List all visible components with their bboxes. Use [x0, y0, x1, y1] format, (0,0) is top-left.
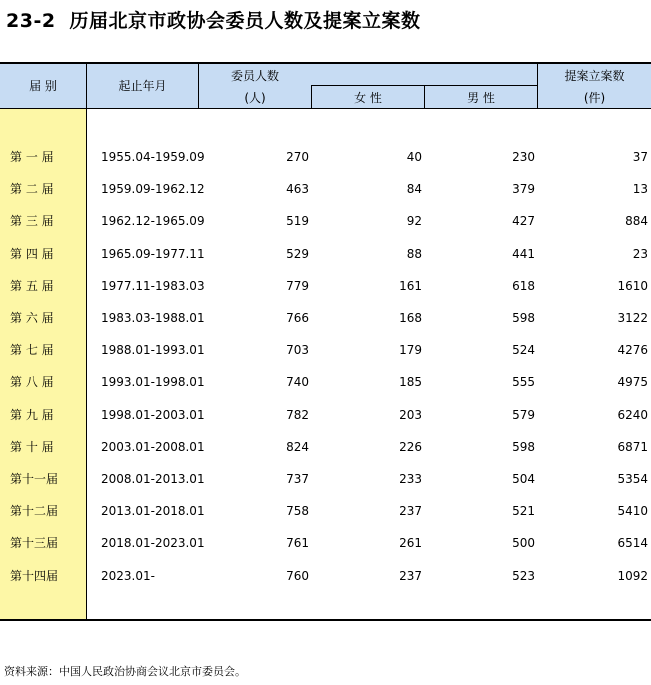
period-cell: 1959.09-1962.12 — [101, 182, 205, 196]
total-cell: 782 — [286, 408, 309, 422]
total-cell: 519 — [286, 214, 309, 228]
period-cell: 2008.01-2013.01 — [101, 472, 205, 486]
male-cell: 521 — [512, 504, 535, 518]
session-cell: 第 十 届 — [10, 440, 54, 454]
session-cell: 第 八 届 — [10, 375, 54, 389]
proposals-cell: 4276 — [617, 343, 648, 357]
female-cell: 233 — [399, 472, 422, 486]
page-title — [6, 6, 421, 33]
male-cell: 441 — [512, 247, 535, 261]
total-cell: 766 — [286, 311, 309, 325]
female-cell: 237 — [399, 504, 422, 518]
header-proposals-unit: (件) — [583, 91, 606, 105]
proposals-cell: 5410 — [617, 504, 648, 518]
total-cell: 270 — [286, 150, 309, 164]
proposals-cell: 4975 — [617, 375, 648, 389]
proposals-cell: 6871 — [617, 440, 648, 454]
female-cell: 261 — [399, 536, 422, 550]
period-cell: 2013.01-2018.01 — [101, 504, 205, 518]
period-cell: 1955.04-1959.09 — [101, 150, 205, 164]
session-cell: 第 五 届 — [10, 279, 54, 293]
female-cell: 226 — [399, 440, 422, 454]
female-cell: 88 — [406, 247, 422, 261]
female-cell: 185 — [399, 375, 422, 389]
column-divider-session — [86, 64, 87, 619]
period-cell: 1983.03-1988.01 — [101, 311, 205, 325]
male-cell: 230 — [512, 150, 535, 164]
female-cell: 161 — [399, 279, 422, 293]
header-members-unit: (人) — [244, 91, 266, 105]
male-cell: 598 — [512, 311, 535, 325]
proposals-cell: 13 — [632, 182, 648, 196]
period-cell: 1962.12-1965.09 — [101, 214, 205, 228]
male-cell: 427 — [512, 214, 535, 228]
period-cell: 1988.01-1993.01 — [101, 343, 205, 357]
male-cell: 555 — [512, 375, 535, 389]
table-top-rule — [0, 62, 651, 64]
total-cell: 824 — [286, 440, 309, 454]
proposals-cell: 1610 — [617, 279, 648, 293]
header-members: 委员人数 — [230, 69, 279, 83]
total-cell: 758 — [286, 504, 309, 518]
period-cell: 2003.01-2008.01 — [101, 440, 205, 454]
female-cell: 92 — [406, 214, 422, 228]
session-cell: 第十三届 — [10, 536, 59, 550]
header-proposals: 提案立案数 — [564, 69, 625, 83]
table-title: 历届北京市政协会委员人数及提案立案数 — [69, 10, 421, 32]
session-cell: 第 六 届 — [10, 311, 54, 325]
male-cell: 500 — [512, 536, 535, 550]
proposals-cell: 5354 — [617, 472, 648, 486]
proposals-cell: 23 — [632, 247, 648, 261]
proposals-cell: 884 — [625, 214, 648, 228]
session-cell: 第 四 届 — [10, 247, 54, 261]
proposals-cell: 6514 — [617, 536, 648, 550]
session-cell: 第 三 届 — [10, 214, 54, 228]
period-cell: 1977.11-1983.03 — [101, 279, 205, 293]
total-cell: 529 — [286, 247, 309, 261]
male-cell: 579 — [512, 408, 535, 422]
header-period: 起止年月 — [118, 79, 167, 93]
female-cell: 84 — [406, 182, 422, 196]
total-cell: 463 — [286, 182, 309, 196]
session-cell: 第 一 届 — [10, 150, 54, 164]
session-cell: 第 九 届 — [10, 408, 54, 422]
total-cell: 779 — [286, 279, 309, 293]
header-male: 男 性 — [467, 91, 495, 105]
source-note: 资料来源：中国人民政治协商会议北京市委员会。 — [4, 665, 246, 678]
session-cell: 第 二 届 — [10, 182, 54, 196]
female-cell: 203 — [399, 408, 422, 422]
period-cell: 1965.09-1977.11 — [101, 247, 205, 261]
session-cell: 第 七 届 — [10, 343, 54, 357]
total-cell: 740 — [286, 375, 309, 389]
male-cell: 523 — [512, 569, 535, 583]
female-cell: 40 — [406, 150, 422, 164]
female-cell: 237 — [399, 569, 422, 583]
period-cell: 2023.01- — [101, 569, 155, 583]
total-cell: 760 — [286, 569, 309, 583]
proposals-cell: 1092 — [617, 569, 648, 583]
female-cell: 168 — [399, 311, 422, 325]
header-session: 届 别 — [29, 79, 57, 93]
session-cell: 第十四届 — [10, 569, 59, 583]
proposals-cell: 6240 — [617, 408, 648, 422]
female-cell: 179 — [399, 343, 422, 357]
header-female: 女 性 — [354, 91, 382, 105]
total-cell: 737 — [286, 472, 309, 486]
male-cell: 379 — [512, 182, 535, 196]
proposals-cell: 3122 — [617, 311, 648, 325]
total-cell: 703 — [286, 343, 309, 357]
table-number: 23-2 — [6, 10, 56, 32]
male-cell: 504 — [512, 472, 535, 486]
total-cell: 761 — [286, 536, 309, 550]
male-cell: 618 — [512, 279, 535, 293]
male-cell: 524 — [512, 343, 535, 357]
session-cell: 第十二届 — [10, 504, 59, 518]
male-cell: 598 — [512, 440, 535, 454]
period-cell: 1998.01-2003.01 — [101, 408, 205, 422]
proposals-cell: 37 — [632, 150, 648, 164]
session-cell: 第十一届 — [10, 472, 59, 486]
period-cell: 2018.01-2023.01 — [101, 536, 205, 550]
table-bottom-rule — [0, 619, 651, 621]
period-cell: 1993.01-1998.01 — [101, 375, 205, 389]
